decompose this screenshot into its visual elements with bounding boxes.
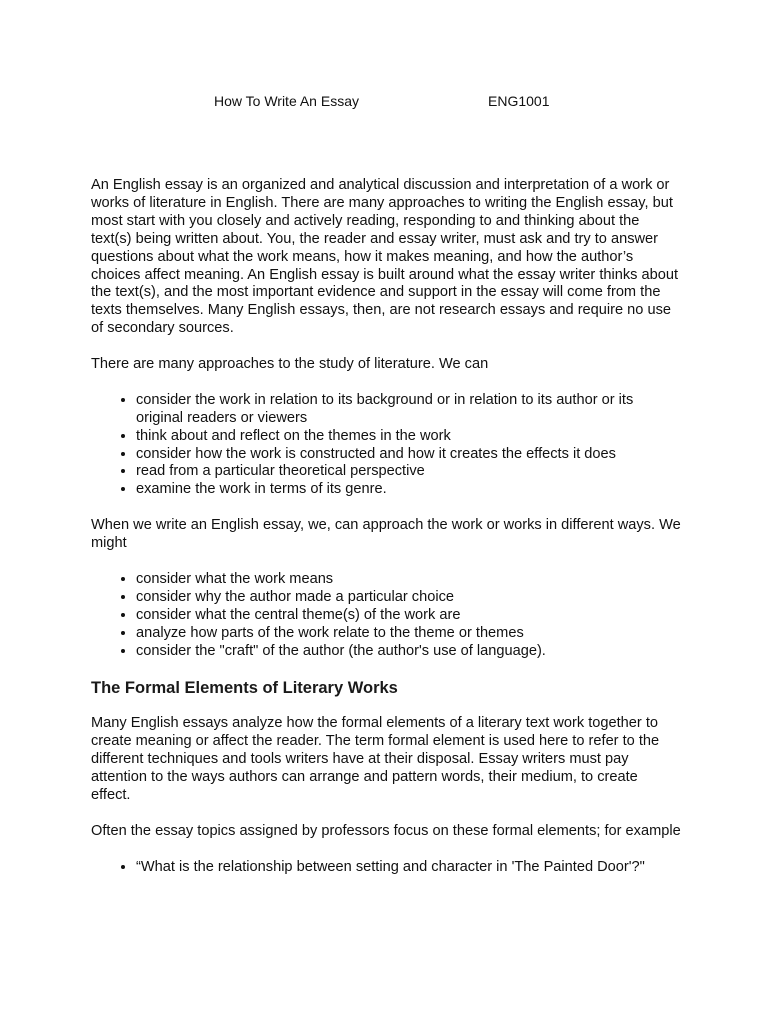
course-code: ENG1001	[488, 93, 550, 109]
intro-paragraph: An English essay is an organized and analytical discussion and interpretation of a work or works of literature in English. There are many approaches to writing the English essay, but most start with you closely and actively reading, responding to and thinking about the text(s) being written about. You, the reader and essay writer, must ask and try to answer questions about what the work means, how it makes meaning, and how the author’s choices affect meaning. An English essay is built around what the essay writer thinks about the text(s), and the most important evidence and support in the essay will come from the texts themselves. Many English essays, then, are not research essays and require no use of secondary sources.	[91, 177, 679, 337]
list-item: • consider what the central theme(s) of the work are	[136, 607, 681, 625]
list-item: • consider the "craft" of the author (the author's use of language).	[136, 643, 681, 661]
page-header	[0, 92, 768, 112]
approaches-list	[91, 392, 681, 499]
list-item: • read from a particular theoretical perspective	[136, 463, 681, 481]
list-item: • think about and reflect on the themes in the work	[136, 428, 681, 446]
list-item: • consider how the work is constructed and how it creates the effects it does	[136, 446, 681, 464]
list-item: • analyze how parts of the work relate to the theme or themes	[136, 625, 681, 643]
topics-list	[91, 859, 681, 877]
list-item: • examine the work in terms of its genre.	[136, 481, 681, 499]
topics-intro-paragraph: Often the essay topics assigned by professors focus on these formal elements; for example	[91, 822, 681, 839]
document-body	[91, 177, 681, 894]
formal-elements-heading: The Formal Elements of Literary Works	[91, 679, 398, 698]
ways-list	[91, 571, 681, 661]
write-intro-paragraph: When we write an English essay, we, can approach the work or works in different ways. We might	[91, 517, 681, 552]
list-item: • consider what the work means	[136, 571, 681, 589]
formal-elements-paragraph: Many English essays analyze how the formal elements of a literary text work together to create meaning or affect the reader. The term formal element is used here to refer to the different techniques and tools writers have at their disposal. Essay writers must pay attention to the ways authors can arrange and pattern words, their medium, to create effect.	[91, 715, 660, 803]
list-item: • consider the work in relation to its background or in relation to its author or its original readers or viewers	[136, 392, 681, 428]
list-item: • consider why the author made a particular choice	[136, 589, 681, 607]
list-item: • “What is the relationship between setting and character in 'The Painted Door'?"	[136, 859, 681, 877]
document-title: How To Write An Essay	[214, 93, 359, 109]
approaches-intro-paragraph: There are many approaches to the study of literature. We can	[91, 356, 489, 373]
